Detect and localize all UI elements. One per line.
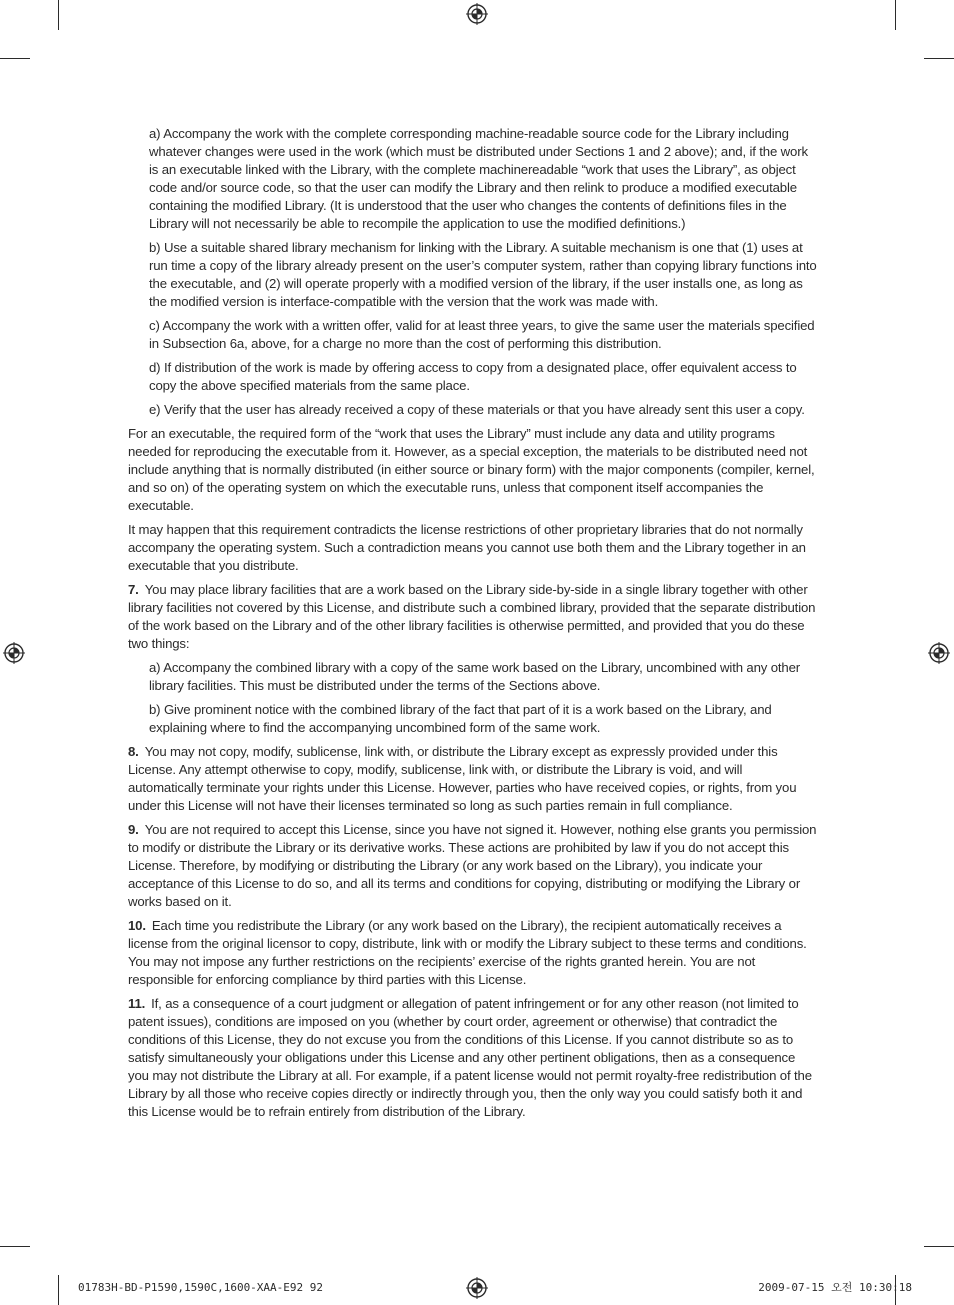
paragraph-text: If, as a consequence of a court judgment or allegation of patent infringement or for any other reason (not limited to patent issues), conditions are imposed on you (whether by court order, agreement or otherwise) that contradict the conditions of this License, they do not excuse you from the conditions of this License. If you cannot distribute so as to satisfy simultaneously your obligations under this License and any other pertinent obligations, then as a consequence you may not distribute the Library at all. For example, if a patent license would not permit royalty-free redistribution of the Library by all those who receive copies directly or indirectly through you, then the only way you could satisfy both it and this License would be to refrain entirely from distribution of the Library. — [128, 996, 812, 1119]
license-paragraph — [128, 521, 818, 575]
print-slug-right: 2009-07-15 오전 10:30:18 — [758, 1281, 912, 1294]
paragraph-text: You may place library facilities that are a work based on the Library side-by-side in a single library together with other library facilities not covered by this License, and distribute such a combined library, provided that the separate distribution of the work based on the Library and of the other library facilities is otherwise permitted, and provided that you do these two things: — [128, 582, 816, 651]
crop-mark-bottom-left-vertical — [58, 1275, 59, 1305]
crop-mark-bottom-right-horizontal — [924, 1246, 954, 1247]
paragraph-text: b) Use a suitable shared library mechanism for linking with the Library. A suitable mechanism is one that (1) uses at run time a copy of the library already present on the user’s computer system, rather than copying library functions into the executable, and (2) will operate properly with a modified version of the library, if the user installs one, as long as the modified version is interface-compatible with the version that the work was made with. — [149, 240, 817, 309]
section-number: 8. — [128, 744, 139, 759]
section-number: 7. — [128, 582, 139, 597]
license-subclause — [149, 125, 818, 233]
crop-mark-top-left-horizontal — [0, 58, 30, 59]
crop-mark-top-right-vertical — [895, 0, 896, 30]
license-subclause — [149, 317, 818, 353]
license-section-7 — [128, 581, 818, 653]
paragraph-text: You are not required to accept this License, since you have not signed it. However, nothing else grants you permission to modify or distribute the Library or its derivative works. These actions are prohibited by law if you do not accept this License. Therefore, by modifying or distributing the Library (or any work based on the Library), you indicate your acceptance of this License to do so, and all its terms and conditions for copying, distributing or modifying the Library or works based on it. — [128, 822, 817, 909]
crop-mark-bottom-left-horizontal — [0, 1246, 30, 1247]
registration-target-icon — [466, 3, 488, 25]
paragraph-text: It may happen that this requirement contradicts the license restrictions of other proprietary libraries that do not normally accompany the operating system. Such a contradiction means you cannot use both them and the Library together in an executable that you distribute. — [128, 522, 806, 573]
paragraph-text: a) Accompany the work with the complete corresponding machine-readable source code for the Library including whatever changes were used in the work (which must be distributed under Sections 1 and 2 above); and, if the work is an executable linked with the Library, with the complete machinereadable “work that uses the Library”, as object code and/or source code, so that the user can modify the Library and then relink to produce a modified executable containing the modified Library. (It is understood that the user who changes the contents of definitions files in the Library will not necessarily be able to recompile the application to use the modified definitions.) — [149, 126, 808, 231]
license-subclause — [149, 401, 818, 419]
paragraph-text: Each time you redistribute the Library (or any work based on the Library), the recipient automatically receives a license from the original licensor to copy, distribute, link with or modify the Library subject to these terms and conditions. You may not impose any further restrictions on the recipients’ exercise of the rights granted herein. You are not responsible for enforcing compliance by third parties with this License. — [128, 918, 807, 987]
license-section-9 — [128, 821, 818, 911]
paragraph-text: a) Accompany the combined library with a copy of the same work based on the Library, uncombined with any other library facilities. This must be distributed under the terms of the Sections above. — [149, 660, 801, 693]
license-subclause — [149, 659, 818, 695]
license-section-10 — [128, 917, 818, 989]
paragraph-text: You may not copy, modify, sublicense, link with, or distribute the Library except as expressly provided under this License. Any attempt otherwise to copy, modify, sublicense, link with, or distribute the Library is void, and will automatically terminate your rights under this License. However, parties who have received copies, or rights, from you under this License will not have their licenses terminated so long as such parties remain in full compliance. — [128, 744, 797, 813]
crop-mark-top-left-vertical — [58, 0, 59, 30]
paragraph-text: b) Give prominent notice with the combined library of the fact that part of it is a work based on the Library, and explaining where to find the accompanying uncombined form of the same work. — [149, 702, 772, 735]
section-number: 11. — [128, 996, 146, 1011]
paragraph-text: e) Verify that the user has already received a copy of these materials or that you have already sent this user a copy. — [149, 402, 805, 417]
registration-target-icon — [3, 642, 25, 664]
license-subclause — [149, 239, 818, 311]
license-subclause — [149, 359, 818, 395]
registration-target-icon — [928, 642, 950, 664]
license-subclause — [149, 701, 818, 737]
paragraph-text: c) Accompany the work with a written offer, valid for at least three years, to give the same user the materials specified in Subsection 6a, above, for a charge no more than the cost of performing this distribution. — [149, 318, 815, 351]
license-section-8 — [128, 743, 818, 815]
crop-mark-top-right-horizontal — [924, 58, 954, 59]
print-slug-left: 01783H-BD-P1590,1590C,1600-XAA-E92 92 — [78, 1281, 324, 1294]
section-number: 9. — [128, 822, 139, 837]
license-text-body — [128, 125, 818, 1127]
license-paragraph — [128, 425, 818, 515]
license-section-11 — [128, 995, 818, 1121]
paragraph-text: d) If distribution of the work is made by offering access to copy from a designated place, offer equivalent access to copy the above specified materials from the same place. — [149, 360, 797, 393]
section-number: 10. — [128, 918, 146, 933]
paragraph-text: For an executable, the required form of the “work that uses the Library” must include any data and utility programs needed for reproducing the executable from it. However, as a special exception, the materials to be distributed need not include anything that is normally distributed (in either source or binary form) with the major components (compiler, kernel, and so on) of the operating system on which the executable runs, unless that component itself accompanies the executable. — [128, 426, 815, 513]
registration-target-icon — [466, 1277, 488, 1299]
